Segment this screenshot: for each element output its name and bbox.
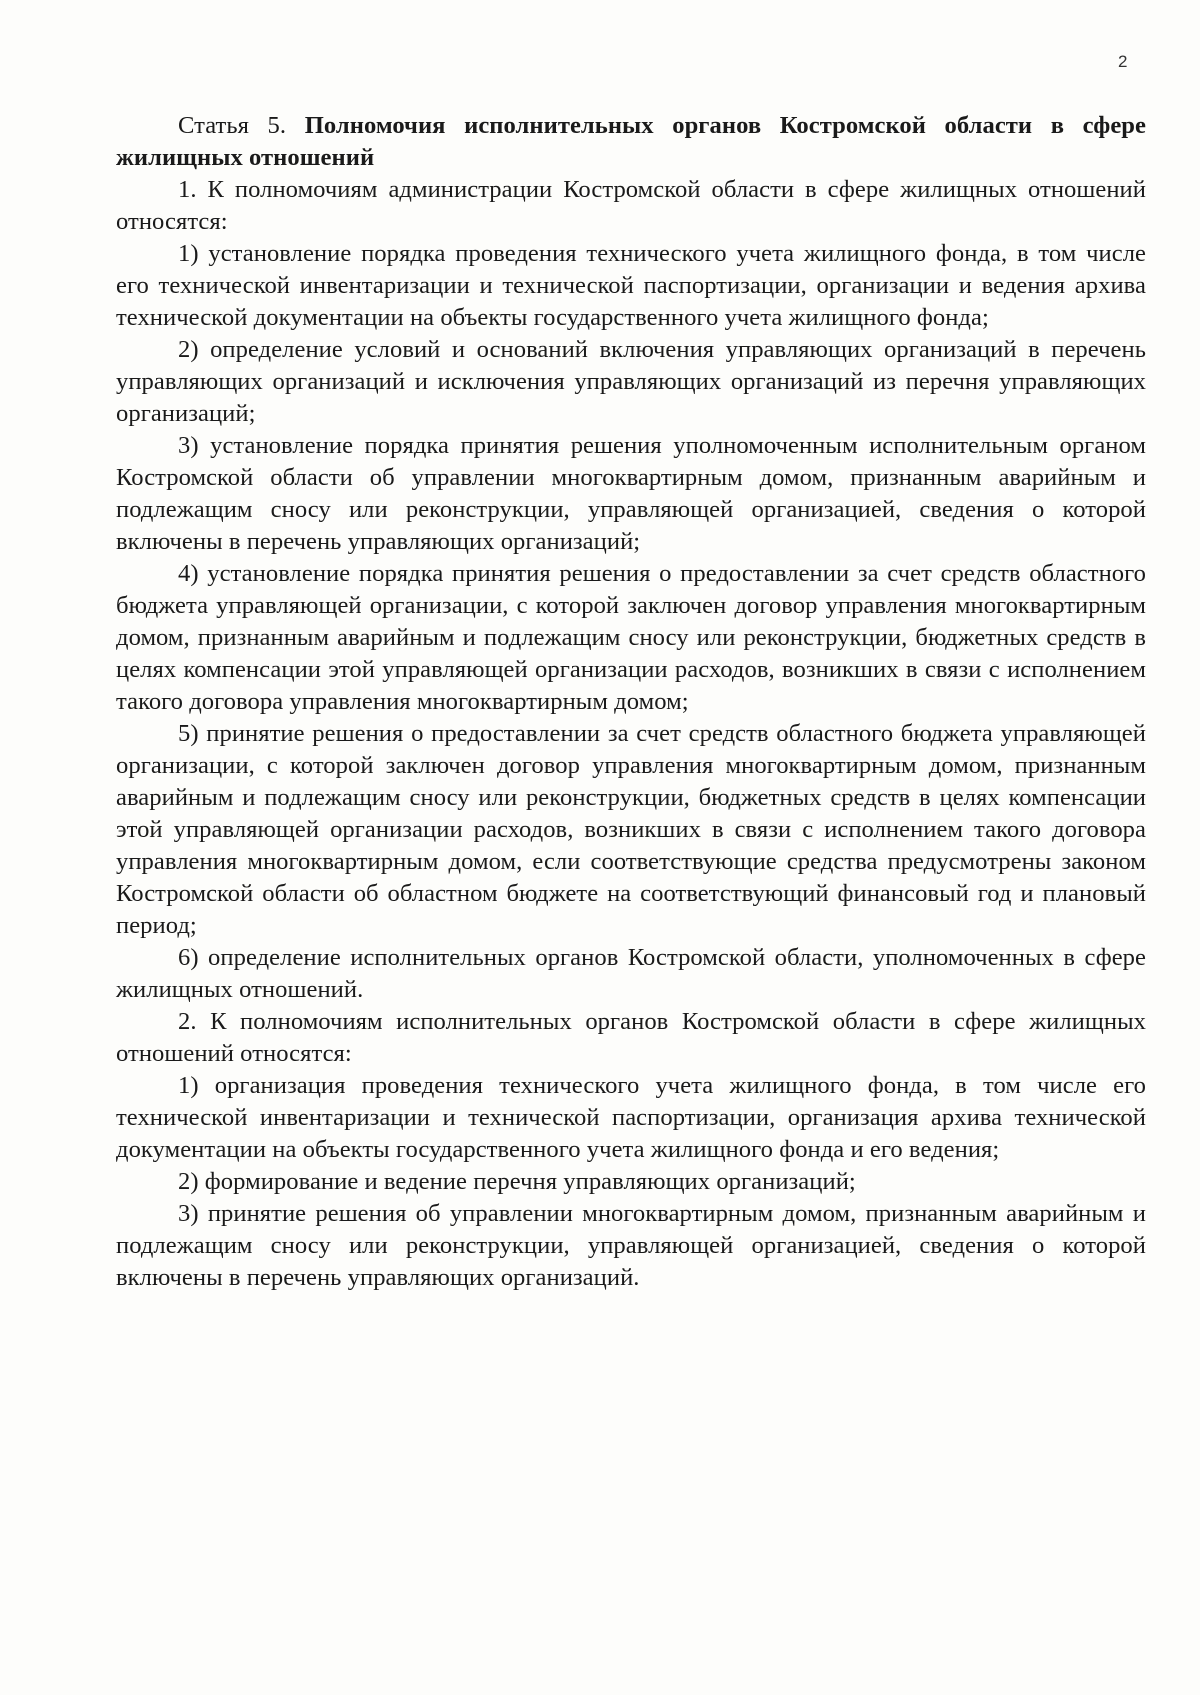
clause-1-item-6: 6) определение исполнительных органов Костромской области, уполномоченных в сфере жилищных отношений.: [116, 944, 1146, 1003]
clause-2-intro: 2. К полномочиям исполнительных органов Костромской области в сфере жилищных отношений относятся:: [116, 1008, 1146, 1067]
clause-2-item-3: 3) принятие решения об управлении многоквартирным домом, признанным аварийным и подлежащим сносу или реконструкции, управляющей организацией, сведения о которой включены в перечень управляющих организаций.: [116, 1200, 1146, 1291]
clause-1-item-3: 3) установление порядка принятия решения уполномоченным исполнительным органом Костромской области об управлении многоквартирным домом, признанным аварийным и подлежащим сносу или реконструкции, управляющей организацией, сведения о которой включены в перечень управляющих организаций;: [116, 432, 1146, 555]
clause-1-item-4: 4) установление порядка принятия решения о предоставлении за счет средств областного бюджета управляющей организации, с которой заключен договор управления многоквартирным домом, признанным аварийным и подлежащим сносу или реконструкции, бюджетных средств в целях компенсации этой управляющей организации расходов, возникших в связи с исполнением такого договора управления многоквартирным домом;: [116, 560, 1146, 715]
page-number: 2: [1118, 52, 1128, 71]
article-title: Полномочия исполнительных органов Костромской области в сфере жилищных отношений: [116, 112, 1147, 171]
clause-2-item-1: 1) организация проведения технического учета жилищного фонда, в том числе его технической инвентаризации и технической паспортизации, организация архива технической документации на объекты государственного учета жилищного фонда и его ведения;: [116, 1072, 1146, 1163]
clause-2-item-2: 2) формирование и ведение перечня управляющих организаций;: [178, 1168, 856, 1195]
article-heading: [116, 110, 1146, 174]
clause-1-item-5: 5) принятие решения о предоставлении за счет средств областного бюджета управляющей организации, с которой заключен договор управления многоквартирным домом, признанным аварийным и подлежащим сносу или реконструкции, бюджетных средств в целях компенсации этой управляющей организации расходов, возникших в связи с исполнением такого договора управления многоквартирным домом, если соответствующие средства предусмотрены законом Костромской области об областном бюджете на соответствующий финансовый год и плановый период;: [116, 720, 1146, 939]
article-label: Статья 5.: [178, 112, 287, 139]
clause-1-intro: 1. К полномочиям администрации Костромской области в сфере жилищных отношений относятся:: [116, 176, 1146, 235]
clause-1-item-2: 2) определение условий и оснований включения управляющих организаций в перечень управляющих организаций и исключения управляющих организаций из перечня управляющих организаций;: [116, 336, 1146, 427]
clause-1-item-1: 1) установление порядка проведения технического учета жилищного фонда, в том числе его технической инвентаризации и технической паспортизации, организации и ведения архива технической документации на объекты государственного учета жилищного фонда;: [116, 240, 1146, 331]
document-body: [116, 110, 1146, 1294]
